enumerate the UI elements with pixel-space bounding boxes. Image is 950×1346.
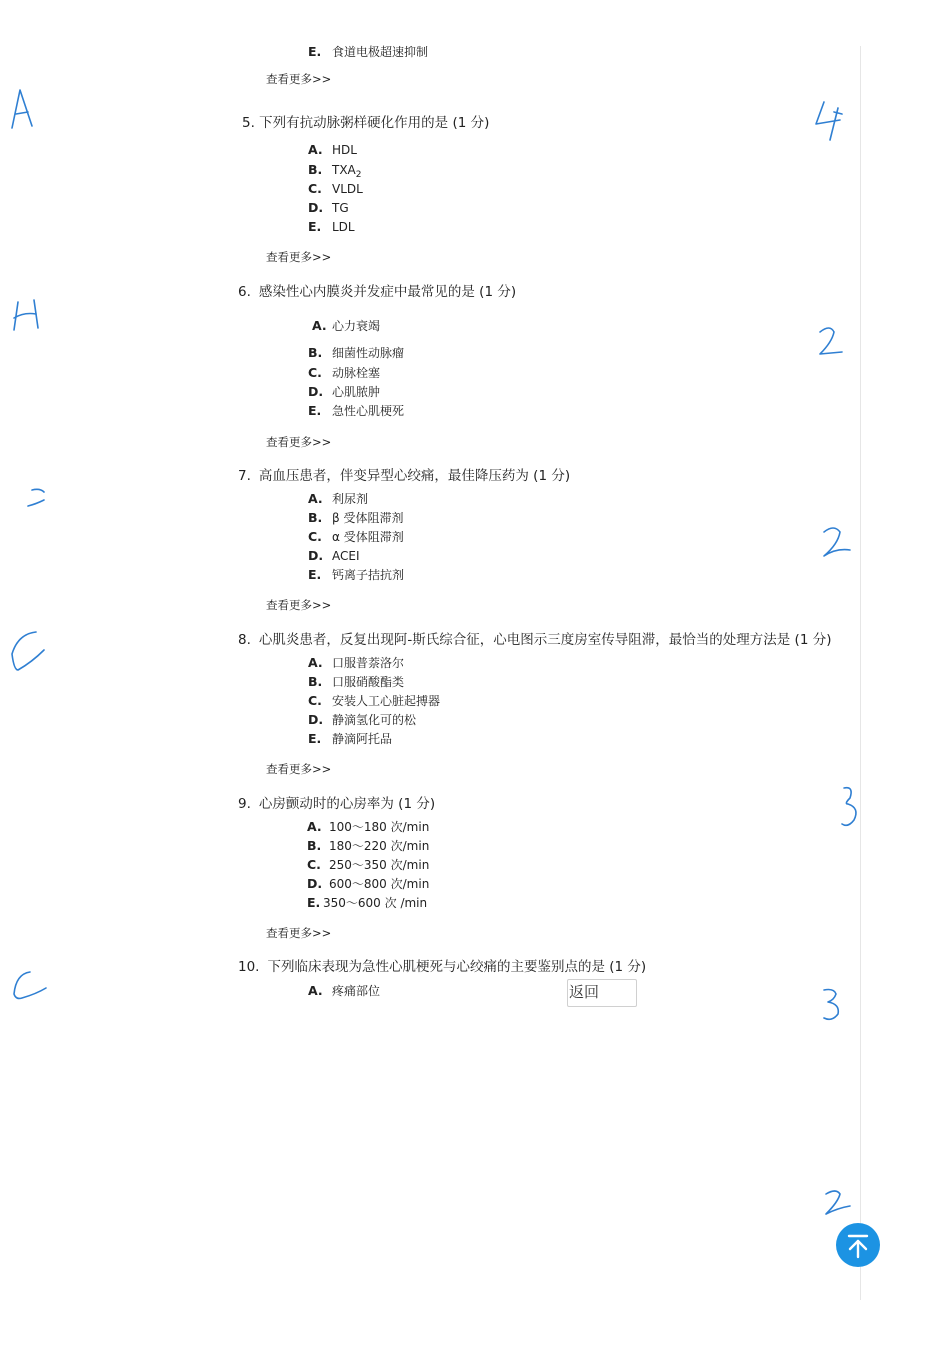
option-text: 动脉栓塞 <box>332 366 381 380</box>
q9-option-e[interactable] <box>307 895 427 911</box>
q7-view-more-link[interactable]: 查看更多>> <box>266 598 332 612</box>
option-text: LDL <box>332 220 355 234</box>
option-letter: B. <box>308 510 323 525</box>
option-letter: C. <box>308 529 322 544</box>
option-letter: D. <box>308 548 324 563</box>
q5-title: 5. 下列有抗动脉粥样硬化作用的是 (1 分) <box>242 115 490 131</box>
handwritten-score-2 <box>816 522 852 562</box>
option-text: 100～180 次/min <box>329 820 430 834</box>
q9-title <box>238 795 435 813</box>
q5-option-a[interactable] <box>308 142 357 158</box>
option-letter: A. <box>312 318 327 333</box>
back-button[interactable]: 返回 <box>567 979 637 1007</box>
option-text: 急性心肌梗死 <box>332 404 405 418</box>
option-text: 心力衰竭 <box>332 319 381 333</box>
handwritten-score-3 <box>818 984 846 1024</box>
option-text: 350～600 次 /min <box>323 896 428 910</box>
option-text: 食道电极超速抑制 <box>332 45 429 59</box>
option-letter: D. <box>307 876 323 891</box>
option-text: 口服普萘洛尔 <box>332 656 405 670</box>
q8-option-c[interactable] <box>308 693 440 709</box>
option-letter: B. <box>308 674 323 689</box>
option-text: 疼痛部位 <box>332 984 381 998</box>
q8-title <box>238 631 831 649</box>
option-text: 180～220 次/min <box>329 839 430 853</box>
option-letter: C. <box>307 857 321 872</box>
option-letter: A. <box>308 655 323 670</box>
question-text: 下列临床表现为急性心肌梗死与心绞痛的主要鉴别点的是 (1 分) <box>267 959 647 975</box>
option-letter: E. <box>308 219 322 234</box>
arrow-up-bar-icon <box>836 1223 880 1267</box>
q5-option-c[interactable] <box>308 181 363 197</box>
option-text: 细菌性动脉瘤 <box>332 346 405 360</box>
option-letter: E. <box>308 403 322 418</box>
q6-option-a[interactable] <box>312 318 380 334</box>
option-letter: C. <box>308 365 322 380</box>
option-text: TG <box>332 201 349 215</box>
q8-option-d[interactable] <box>308 712 416 728</box>
option-subscript: 2 <box>355 170 362 180</box>
q6-title <box>238 283 516 301</box>
question-text: 高血压患者，伴变异型心绞痛，最佳降压药为 (1 分) <box>258 468 571 484</box>
handwritten-score-2 <box>818 1186 854 1220</box>
question-text: 感染性心内膜炎并发症中最常见的是 (1 分) <box>258 284 517 300</box>
q8-view-more-link[interactable]: 查看更多>> <box>266 762 332 776</box>
option-text: 口服硝酸酯类 <box>332 675 405 689</box>
question-number: 10. <box>238 959 260 975</box>
option-text: HDL <box>332 143 357 157</box>
q9-option-c[interactable] <box>307 857 429 873</box>
q10-title <box>238 958 646 976</box>
option-text: 利尿剂 <box>332 492 369 506</box>
option-text: 心肌脓肿 <box>332 385 381 399</box>
q8-option-e[interactable] <box>308 731 392 747</box>
q10-option-a[interactable] <box>308 983 380 999</box>
q6-option-e[interactable] <box>308 403 404 419</box>
handwritten-answer-a <box>8 86 38 132</box>
q8-option-b[interactable] <box>308 674 404 690</box>
option-letter: D. <box>308 200 324 215</box>
q6-view-more-link[interactable]: 查看更多>> <box>266 435 332 449</box>
q7-title <box>238 467 570 485</box>
q9-option-b[interactable] <box>307 838 429 854</box>
q5-option-d[interactable] <box>308 200 349 216</box>
q7-option-c[interactable] <box>308 529 404 545</box>
option-text: ACEI <box>332 549 360 563</box>
question-number: 7. <box>238 468 251 484</box>
q5-option-e[interactable] <box>308 219 355 235</box>
option-letter: D. <box>308 384 324 399</box>
option-letter: A. <box>308 491 323 506</box>
option-text: 钙离子拮抗剂 <box>332 568 405 582</box>
q4-option-e <box>308 44 428 60</box>
question-text: 心肌炎患者，反复出现阿-斯氏综合征，心电图示三度房室传导阻滞，最恰当的处理方法是 (1 分) <box>258 632 832 648</box>
q7-option-e[interactable] <box>308 567 404 583</box>
question-number: 9. <box>238 796 251 812</box>
q7-option-d[interactable] <box>308 548 360 564</box>
option-text: TXA <box>332 163 356 177</box>
q8-option-a[interactable] <box>308 655 404 671</box>
option-letter: C. <box>308 181 322 196</box>
q6-option-c[interactable] <box>308 365 380 381</box>
q7-option-b[interactable] <box>308 510 403 526</box>
option-text: β 受体阻滞剂 <box>332 511 404 525</box>
option-letter: A. <box>308 983 323 998</box>
option-text: 静滴氢化可的松 <box>332 713 417 727</box>
option-text: 600～800 次/min <box>329 877 430 891</box>
q9-option-a[interactable] <box>307 819 429 835</box>
option-letter: E. <box>308 44 322 59</box>
option-letter: E. <box>308 567 322 582</box>
option-letter: A. <box>307 819 322 834</box>
option-letter: B. <box>307 838 322 853</box>
q7-option-a[interactable] <box>308 491 368 507</box>
option-letter: C. <box>308 693 322 708</box>
handwritten-answer-c <box>6 964 50 1004</box>
question-text: 心房颤动时的心房率为 (1 分) <box>258 796 436 812</box>
handwritten-score-2 <box>812 322 846 360</box>
option-letter: D. <box>308 712 324 727</box>
page-right-rule <box>860 46 861 1300</box>
q9-option-d[interactable] <box>307 876 429 892</box>
option-text: 安装人工心脏起搏器 <box>332 694 441 708</box>
option-letter: E. <box>308 731 322 746</box>
q4-view-more-link[interactable]: 查看更多>> <box>266 72 332 86</box>
q5-view-more-link[interactable]: 查看更多>> <box>266 250 332 264</box>
handwritten-answer-c <box>6 626 48 674</box>
q6-option-b[interactable] <box>308 345 404 361</box>
option-text: α 受体阻滞剂 <box>332 530 404 544</box>
back-to-top-button[interactable] <box>836 1223 880 1267</box>
question-number: 8. <box>238 632 251 648</box>
q6-option-d[interactable] <box>308 384 380 400</box>
option-text: 静滴阿托品 <box>332 732 393 746</box>
handwritten-answer-c <box>20 484 50 514</box>
option-letter: A. <box>308 142 323 157</box>
handwritten-score-4 <box>812 98 848 144</box>
option-text: 250～350 次/min <box>329 858 430 872</box>
handwritten-answer-h <box>8 296 42 332</box>
option-letter: B. <box>308 345 323 360</box>
option-letter: E. <box>307 895 321 910</box>
q5-option-b[interactable] <box>308 162 362 183</box>
handwritten-score-3 <box>836 782 866 830</box>
option-letter: B. <box>308 162 323 177</box>
question-number: 6. <box>238 284 251 300</box>
q9-view-more-link[interactable]: 查看更多>> <box>266 926 332 940</box>
option-text: VLDL <box>332 182 363 196</box>
